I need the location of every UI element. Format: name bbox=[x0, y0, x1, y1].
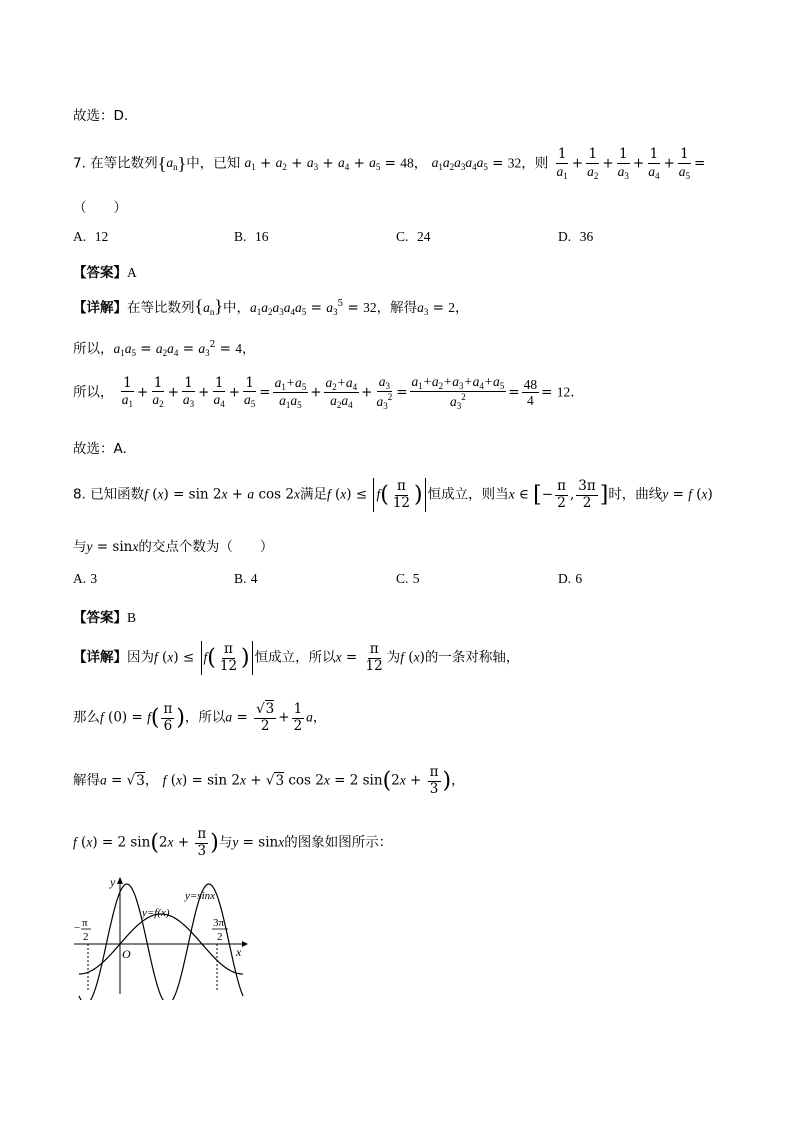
q8-option-b: B. 4 bbox=[234, 571, 258, 586]
q7-option-d: D. 36 bbox=[558, 229, 594, 244]
q7-paren: （ ） bbox=[73, 200, 127, 216]
q7-answer: 【答案】A bbox=[73, 265, 137, 281]
q8-option-a: A. 3 bbox=[73, 571, 98, 586]
q8-option-d: D. 6 bbox=[558, 571, 583, 586]
q8-answer: 【答案】B bbox=[73, 610, 137, 626]
q8-detail-line2: 那么f (0) = f( $\frac{\pi}{6}$ )，所以a = $\frac{√3}{2}$ + $\frac{1}{2}$ a， bbox=[73, 701, 327, 734]
left-tick-num: π bbox=[82, 917, 88, 929]
q7-option-c: C. 24 bbox=[396, 229, 431, 244]
q8-stem-line1: 8. 已知函数f (x) = sin 2x + a cos 2x满足f (x) ≤ f( $\frac{\pi}{12}$ ) 恒成立，则当x ∈ [− $\frac{\pi}{2}$ , $\frac{3\pi}{2}$ ]时，曲线y = f (x) bbox=[73, 477, 713, 511]
left-tick-minus: − bbox=[74, 922, 81, 934]
q7-option-b: B. 16 bbox=[234, 229, 269, 244]
q7-number: 7. bbox=[73, 155, 86, 172]
q8-stem-line2: 与y = sinx的交点个数为（ ） bbox=[73, 539, 274, 555]
right-tick-den: 2 bbox=[217, 931, 223, 943]
y-axis-arrow bbox=[117, 877, 123, 884]
q7-option-a: A. 12 bbox=[73, 229, 109, 244]
q8-detail-line4: f (x) = 2 sin(2x + $\frac{\pi}{3}$ )与y = sinx的图象如图所示： bbox=[73, 826, 393, 859]
q7-conclusion: 故选：A. bbox=[73, 441, 127, 457]
q7-detail-line1: 【详解】在等比数列$\{a_n\}$中，$a_1a_2a_3a_4a_5 = a_3^5 = 32$，解得$a_3 = 2$， bbox=[73, 296, 469, 317]
curve-sin-label: y=sinx bbox=[185, 890, 216, 902]
x-axis-arrow bbox=[242, 941, 248, 947]
x-axis-label: x bbox=[236, 945, 242, 959]
previous-conclusion: 故选：D. bbox=[73, 108, 129, 124]
right-tick-num: 3π bbox=[213, 917, 225, 929]
q8-detail-line3: 解得a = √3， f (x) = sin 2x + √3 cos 2x = 2 sin(2x + $\frac{\pi}{3}$ )， bbox=[73, 764, 465, 797]
q7-stem: 7. 在等比数列$\{a_n\}$中，已知 $a_1 + a_2 + a_3 + a_4 + a_5 = 48$， $a_1a_2a_3a_4a_5 = 32$，则 $\frac{1}{a_1}$ + $\frac{1}{a_2}$ + $\frac{1}{a_3}$ + $\frac{1}{a_4}$ + $\frac{1}{a_5}$ = bbox=[73, 146, 706, 181]
function-graph-figure bbox=[70, 872, 260, 1000]
q8-option-c: C. 5 bbox=[396, 571, 420, 586]
q7-detail-line3: 所以， $\frac{1}{a_1}$ + $\frac{1}{a_2}$ + $\frac{1}{a_3}$ + $\frac{1}{a_4}$ + $\frac{1}{a_5}$ = $\frac{a_1+a_5}{a_1a_5}$ + $\frac{a_2+a_4}{a_2a_4}$ + $\frac{a_3}{a_3^2}$ = $\frac{a_1+a_2+a_3+a_4+a_5}{a_3^2}$ = $\frac{48}{4}$ = 12. bbox=[73, 374, 575, 412]
y-axis-label: y bbox=[110, 875, 116, 889]
origin-label: O bbox=[122, 947, 131, 961]
q7-detail-line2: 所以，$a_1a_5 = a_2a_4 = a_3^2 = 4$， bbox=[73, 340, 256, 358]
q8-detail-line1: 【详解】因为f (x) ≤ f( $\frac{\pi}{12}$ ) 恒成立，所以x = $\frac{\pi}{12}$ 为f (x)的一条对称轴， bbox=[73, 640, 520, 674]
left-tick-den: 2 bbox=[83, 931, 89, 943]
curve-f-label: y=f(x) bbox=[142, 907, 170, 919]
